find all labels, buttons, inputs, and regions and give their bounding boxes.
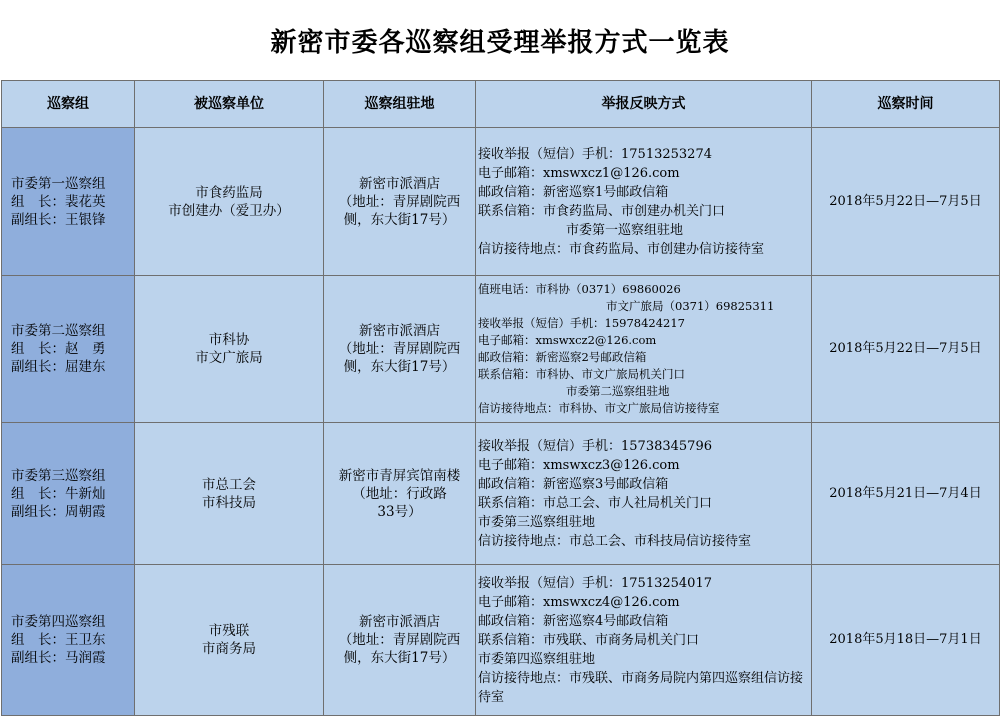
- unit-name: 市科协: [208, 332, 250, 348]
- station-line: （地址：青屏剧院西: [338, 632, 461, 648]
- group-deputy: 副组长：周朝霞: [11, 503, 106, 520]
- group-name: 市委第四巡察组: [11, 614, 106, 630]
- table-row: [2, 128, 1000, 276]
- unit-cell: [135, 276, 324, 423]
- report-line: 信访接待地点：市科协、市文广旅局信访接待室: [478, 401, 720, 415]
- report-cell: [476, 128, 812, 276]
- time-cell: 2018年5月18日—7月1日: [812, 565, 1000, 716]
- report-line: 市文广旅局（0371）69825311: [606, 299, 775, 313]
- station-line: 新密市派酒店: [359, 175, 440, 192]
- group-cell: [2, 128, 135, 276]
- page-title: 新密市委各巡察组受理举报方式一览表: [270, 27, 730, 58]
- time-cell: 2018年5月22日—7月5日: [812, 128, 1000, 276]
- report-line: 联系信箱：市食药监局、市创建办机关门口: [478, 203, 726, 219]
- station-line: 侧，东大街17号）: [343, 211, 456, 228]
- group-deputy: 副组长：马润霞: [11, 650, 106, 666]
- station-cell: [324, 565, 476, 716]
- station-cell: [324, 276, 476, 423]
- unit-name: 市商务局: [202, 641, 256, 657]
- group-deputy: 副组长：屈建东: [11, 359, 106, 375]
- group-cell: [2, 423, 135, 565]
- header-row: [2, 81, 1000, 128]
- report-line: 市委第四巡察组驻地: [478, 651, 596, 667]
- group-cell: [2, 565, 135, 716]
- group-leader: 组 长：裴花英: [11, 193, 106, 210]
- report-line: 市委第二巡察组驻地: [566, 384, 670, 398]
- station-line: （地址：青屏剧院西: [338, 193, 461, 210]
- unit-cell: [135, 423, 324, 565]
- report-line: 邮政信箱：新密巡察2号邮政信箱: [478, 350, 647, 364]
- station-line: 新密市派酒店: [359, 323, 440, 339]
- header-report: 举报反映方式: [476, 81, 812, 128]
- header-unit: 被巡察单位: [135, 81, 324, 128]
- report-line: 电子邮箱：xmswxcz4@126.com: [478, 594, 680, 610]
- station-cell: [324, 423, 476, 565]
- header-group: 巡察组: [2, 81, 135, 128]
- group-deputy: 副组长：王银锋: [11, 211, 106, 228]
- inspection-table: [1, 80, 1000, 716]
- station-line: 侧，东大街17号）: [343, 650, 456, 666]
- unit-name: 市残联: [208, 623, 250, 639]
- report-line: 信访接待地点：市总工会、市科技局信访接待室: [478, 533, 752, 549]
- unit-cell: [135, 128, 324, 276]
- unit-name: 市创建办（爱卫办）: [168, 202, 290, 219]
- group-leader: 组 长：赵 勇: [11, 341, 106, 357]
- time-cell: 2018年5月22日—7月5日: [812, 276, 1000, 423]
- report-line: 市委第三巡察组驻地: [478, 514, 596, 530]
- group-name: 市委第一巡察组: [11, 175, 106, 192]
- report-cell: [476, 276, 812, 423]
- report-line: 电子邮箱：xmswxcz3@126.com: [478, 457, 680, 473]
- group-name: 市委第二巡察组: [11, 323, 106, 339]
- report-line: 联系信箱：市总工会、市人社局机关门口: [478, 495, 713, 511]
- report-line: 接收举报（短信）手机：15738345796: [478, 438, 712, 454]
- group-leader: 组 长：王卫东: [11, 632, 106, 648]
- group-cell: [2, 276, 135, 423]
- report-line: 接收举报（短信）手机：17513254017: [478, 575, 712, 591]
- report-line: 邮政信箱：新密巡察3号邮政信箱: [478, 476, 669, 492]
- station-line: 新密市派酒店: [359, 614, 440, 630]
- report-line: 邮政信箱：新密巡察4号邮政信箱: [478, 613, 669, 629]
- station-line: 33号）: [377, 503, 422, 520]
- report-line: 信访接待地点：市食药监局、市创建办信访接待室: [478, 241, 765, 257]
- report-line: 信访接待地点：市残联、市商务局院内第四巡察组信访接待室: [478, 670, 804, 705]
- group-name: 市委第三巡察组: [11, 467, 106, 484]
- unit-cell: [135, 565, 324, 716]
- unit-name: 市文广旅局: [195, 350, 263, 366]
- report-line: 接收举报（短信）手机：17513253274: [478, 146, 712, 162]
- unit-name: 市总工会: [202, 476, 256, 493]
- report-cell: [476, 423, 812, 565]
- table-row: [2, 565, 1000, 716]
- time-cell: 2018年5月21日—7月4日: [812, 423, 1000, 565]
- report-line: 联系信箱：市科协、市文广旅局机关门口: [478, 367, 685, 381]
- station-line: （地址：青屏剧院西: [338, 341, 461, 357]
- report-line: 电子邮箱：xmswxcz2@126.com: [478, 333, 657, 347]
- table-row: [2, 423, 1000, 565]
- station-line: 侧，东大街17号）: [343, 359, 456, 375]
- report-line: 联系信箱：市残联、市商务局机关门口: [478, 632, 700, 648]
- unit-name: 市食药监局: [195, 184, 263, 201]
- report-line: 接收举报（短信）手机：15978424217: [478, 316, 685, 330]
- header-station: 巡察组驻地: [324, 81, 476, 128]
- station-line: （地址：行政路: [352, 485, 447, 502]
- unit-name: 市科技局: [202, 494, 256, 511]
- station-cell: [324, 128, 476, 276]
- report-line: 市委第一巡察组驻地: [566, 222, 684, 238]
- report-line: 值班电话：市科协（0371）69860026: [478, 282, 681, 296]
- header-time: 巡察时间: [812, 81, 1000, 128]
- report-line: 电子邮箱：xmswxcz1@126.com: [478, 165, 680, 181]
- report-cell: [476, 565, 812, 716]
- table-row: [2, 276, 1000, 423]
- group-leader: 组 长：牛新灿: [11, 485, 106, 502]
- station-line: 新密市青屏宾馆南楼: [338, 467, 461, 484]
- report-line: 邮政信箱：新密巡察1号邮政信箱: [478, 184, 669, 200]
